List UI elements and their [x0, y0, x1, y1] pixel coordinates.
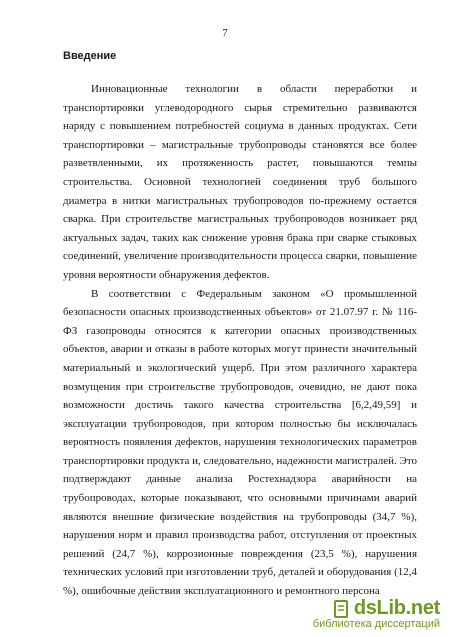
paragraph-2: В соответствии с Федеральным законом «О промышленной безопасности опасных производственных объектов» от 21.07.97 г. № 116-ФЗ газопроводы относятся к категории опасных производственных объектов, аварии и отказы в работе которых могут принести значительный материальный и экологический ущерб. При этом различного характера возмущения при строительстве трубопроводов, очевидно, не дают пока возможности достичь такого качества строительства [6,2,49,59] и эксплуатации трубопроводов, при котором полностью бы исключалась вероятность появления дефектов, нарушения технологических параметров транспортировки продукта и, следовательно, надежности магистралей. Это подтверждают данные анализа Ростехнадзора аварийности на трубопроводах, которые показывают, что основными причинами аварий являются внешние физические воздействия на трубопроводы (34,7 %), нарушения норм и правил производства работ, отступления от проектных решений (24,7 %), коррозионные повреждения (23,5 %), нарушения технических условий при изготовлении труб, деталей и оборудования (12,4 %), ошибочные действия эксплуатационного и ремонтного персона — [63, 287, 417, 598]
watermark — [313, 597, 440, 630]
watermark-logo: dsLib.net — [353, 597, 440, 619]
book-icon — [334, 599, 350, 619]
section-heading: Введение — [63, 50, 117, 62]
page-number: 7 — [222, 27, 228, 39]
paragraph-1: Инновационные технологии в области переработки и транспортировки углеводородного сырья стремительно развиваются наряду с повышением потребностей социума в данных продуктах. Сети транспортировки – магистральные трубопроводы становятся все более разветвленными, их протяженность растет, повышаются темпы строительства. Основной технологией соединения труб большого диаметра в нитки магистральных трубопроводов по-прежнему остается сварка. При строительстве магистральных трубопроводов возникает ряд актуальных задач, таких как снижение уровня брака при сварке стыковых соединений, увеличение производительности процесса сварки, повышение уровня вероятности обнаружения дефектов. — [63, 83, 417, 281]
watermark-logo-row — [334, 597, 440, 620]
watermark-tagline: библиотека диссертаций — [312, 618, 440, 630]
document-body — [63, 80, 417, 601]
